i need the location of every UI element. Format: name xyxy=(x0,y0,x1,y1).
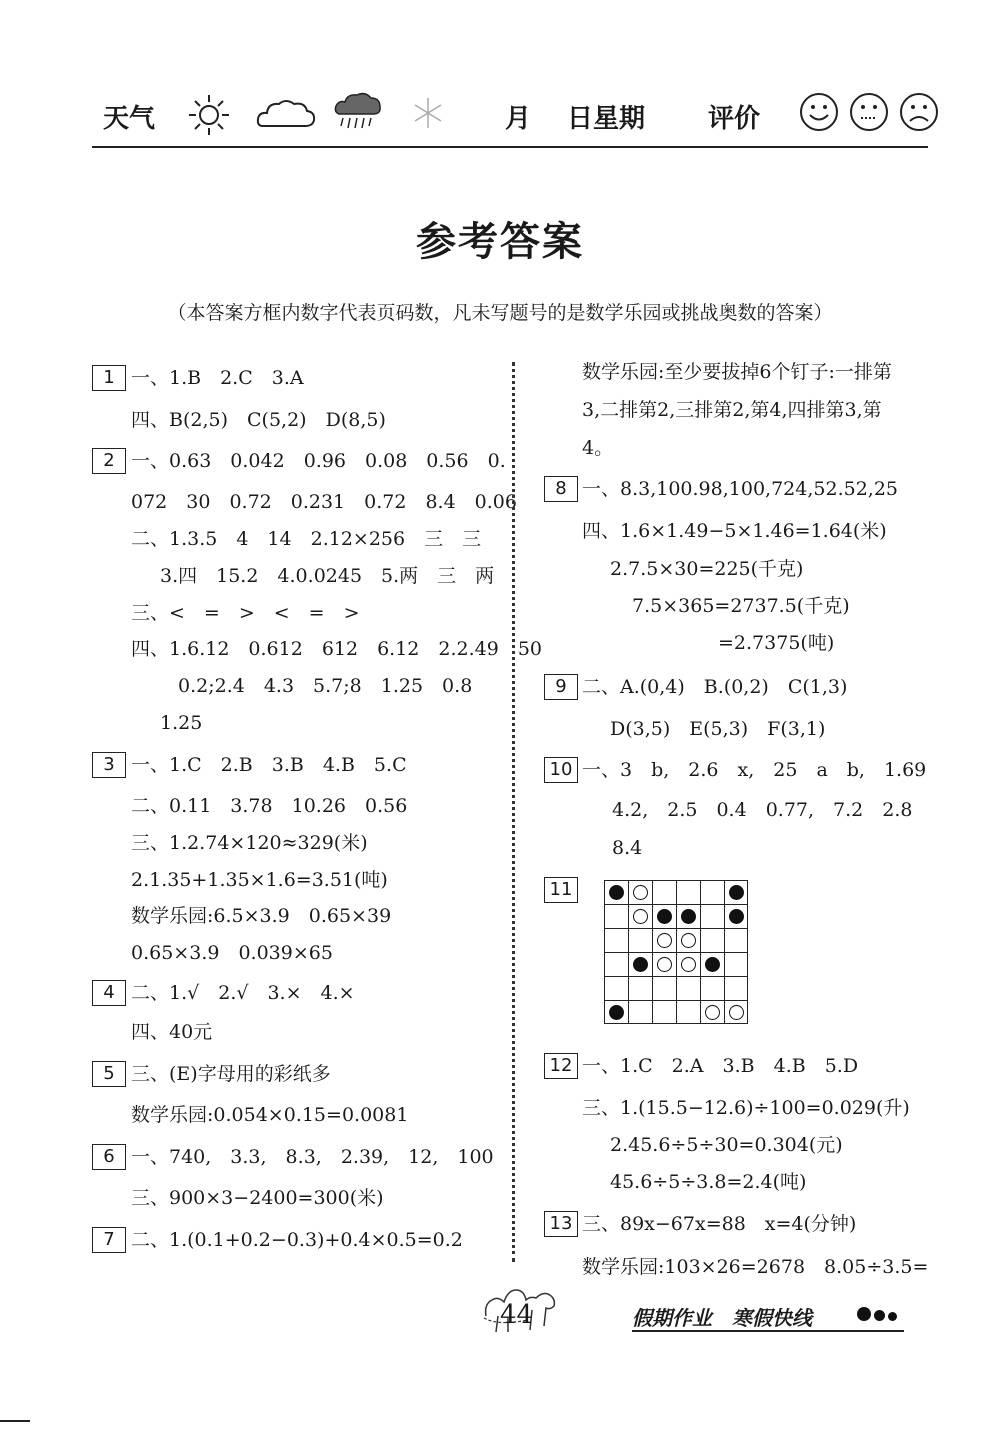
month-label: 月 xyxy=(505,104,532,134)
empty-peg xyxy=(633,909,648,924)
answer-line: 二、1.3.5 4 14 2.12×256 三 三 xyxy=(131,528,482,550)
grid-cell xyxy=(724,928,748,952)
sad-face-icon xyxy=(898,91,940,133)
empty-peg xyxy=(657,957,672,972)
page-box-6: 6 xyxy=(92,1144,126,1170)
filled-peg xyxy=(729,885,744,900)
grid-cell xyxy=(724,952,748,976)
grid-cell xyxy=(652,1000,676,1024)
answer-line: 一、0.63 0.042 0.96 0.08 0.56 0. xyxy=(131,450,506,472)
answer-line: 0.65×3.9 0.039×65 xyxy=(131,942,333,964)
header-rule xyxy=(92,146,928,148)
bullet-dot xyxy=(857,1307,871,1321)
answer-line: 1.25 xyxy=(160,712,203,734)
grid-cell xyxy=(604,928,628,952)
answer-line: 072 30 0.72 0.231 0.72 8.4 0.06 xyxy=(131,491,517,513)
grid-cell xyxy=(604,952,628,976)
column-divider xyxy=(512,362,515,1262)
empty-peg xyxy=(633,885,648,900)
answer-line: 三、89x−67x=88 x=4(分钟) xyxy=(582,1213,857,1235)
grid-cell xyxy=(700,880,724,904)
grid-cell xyxy=(628,976,652,1000)
answer-line: 一、3 b, 2.6 x, 25 a b, 1.69 xyxy=(582,759,927,781)
answer-line: 四、B(2,5) C(5,2) D(8,5) xyxy=(131,409,386,431)
answer-line: 二、1.√ 2.√ 3.× 4.× xyxy=(131,982,355,1004)
answer-line: 四、1.6×1.49−5×1.46=1.64(米) xyxy=(582,520,887,542)
answer-line: 四、1.6.12 0.612 612 6.12 2.2.49 50 xyxy=(131,638,543,660)
series-name: 假期作业 寒假快线 xyxy=(632,1306,812,1330)
grid-cell xyxy=(652,976,676,1000)
empty-peg xyxy=(681,933,696,948)
answer-line: 三、1.(15.5−12.6)÷100=0.029(升) xyxy=(582,1097,910,1119)
answer-line: D(3,5) E(5,3) F(3,1) xyxy=(610,718,826,740)
grid-cell xyxy=(652,880,676,904)
page-box-5: 5 xyxy=(92,1061,126,1087)
answer-line: 一、8.3,100.98,100,724,52.52,25 xyxy=(582,478,898,500)
answer-line: 三、< = > < = > xyxy=(131,602,360,624)
answer-line: 8.4 xyxy=(612,837,643,859)
empty-peg xyxy=(657,933,672,948)
answer-line: 数学乐园:6.5×3.9 0.65×39 xyxy=(131,905,392,927)
peg-board-grid xyxy=(604,880,752,1028)
page-box-9: 9 xyxy=(544,674,578,700)
page-box-2: 2 xyxy=(92,448,126,474)
grid-cell xyxy=(604,904,628,928)
answer-note: （本答案方框内数字代表页码数，凡未写题号的是数学乐园或挑战奥数的答案） xyxy=(167,302,833,324)
page-box-3: 3 xyxy=(92,752,126,778)
answer-line: 数学乐园:0.054×0.15=0.0081 xyxy=(131,1104,409,1126)
page-box-4: 4 xyxy=(92,980,126,1006)
answer-line: 二、1.(0.1+0.2−0.3)+0.4×0.5=0.2 xyxy=(131,1229,463,1251)
filled-peg xyxy=(609,885,624,900)
empty-peg xyxy=(729,1005,744,1020)
answer-line: 三、(E)字母用的彩纸多 xyxy=(131,1063,331,1085)
grid-cell xyxy=(700,904,724,928)
empty-peg xyxy=(705,1005,720,1020)
answer-line: 2.7.5×30=225(千克) xyxy=(610,558,804,580)
grid-cell xyxy=(676,880,700,904)
grid-cell xyxy=(700,976,724,1000)
answer-line: 一、740, 3.3, 8.3, 2.39, 12, 100 xyxy=(131,1146,494,1168)
page-box-7: 7 xyxy=(92,1227,126,1253)
page-number: 44 xyxy=(500,1300,534,1330)
page-box-8: 8 xyxy=(544,476,578,502)
answer-line: 一、1.B 2.C 3.A xyxy=(131,367,304,389)
answer-line: 数学乐园:103×26=2678 8.05÷3.5= xyxy=(582,1256,929,1278)
filled-peg xyxy=(681,909,696,924)
answer-line: 数学乐园:至少要拔掉6个钉子:一排第 xyxy=(582,361,892,383)
sun-icon xyxy=(186,92,232,138)
answer-line: 0.2;2.4 4.3 5.7;8 1.25 0.8 xyxy=(178,675,473,697)
grid-cell xyxy=(700,928,724,952)
filled-peg xyxy=(705,957,720,972)
rain-cloud-icon xyxy=(333,90,383,136)
page-box-1: 1 xyxy=(92,365,126,391)
grid-cell xyxy=(604,976,628,1000)
filled-peg xyxy=(729,909,744,924)
smiley-face-icon xyxy=(798,91,840,133)
answer-line: 2.1.35+1.35×1.6=3.51(吨) xyxy=(131,869,388,891)
bullet-dot xyxy=(888,1312,897,1321)
rating-label: 评价 xyxy=(708,104,761,134)
answer-line: 四、40元 xyxy=(131,1021,213,1043)
answer-line: 一、1.C 2.B 3.B 4.B 5.C xyxy=(131,754,407,776)
page-box-12: 12 xyxy=(544,1053,578,1079)
answer-line: 三、900×3−2400=300(米) xyxy=(131,1187,384,1209)
answer-line: 4.2, 2.5 0.4 0.77, 7.2 2.8 xyxy=(612,799,913,821)
snow-icon xyxy=(410,95,446,131)
answer-line: 45.6÷5÷3.8=2.4(吨) xyxy=(610,1171,807,1193)
page-title: 参考答案 xyxy=(416,218,584,265)
answer-line: 2.45.6÷5÷30=0.304(元) xyxy=(610,1134,843,1156)
grid-cell xyxy=(628,928,652,952)
answer-line: 二、0.11 3.78 10.26 0.56 xyxy=(131,795,408,817)
day-weekday-label: 日星期 xyxy=(567,104,646,134)
weather-label: 天气 xyxy=(103,104,156,134)
footer-rule xyxy=(632,1330,904,1332)
answer-line: 3,二排第2,三排第2,第4,四排第3,第 xyxy=(582,399,882,421)
answer-line: 二、A.(0,4) B.(0,2) C(1,3) xyxy=(582,676,848,698)
grid-cell xyxy=(724,976,748,1000)
grid-cell xyxy=(628,1000,652,1024)
neutral-face-icon xyxy=(848,91,890,133)
answer-line: 7.5×365=2737.5(千克) xyxy=(632,595,850,617)
cloud-icon xyxy=(255,96,317,132)
page-box-10: 10 xyxy=(544,757,578,783)
filled-peg xyxy=(657,909,672,924)
answer-line: 三、1.2.74×120≈329(米) xyxy=(131,832,368,854)
answer-line: 4。 xyxy=(582,437,614,459)
answer-line: 3.四 15.2 4.0.0245 5.两 三 两 xyxy=(160,565,495,587)
answer-line: =2.7375(吨) xyxy=(718,632,835,654)
answer-line: 一、1.C 2.A 3.B 4.B 5.D xyxy=(582,1055,859,1077)
crop-mark xyxy=(0,1420,30,1422)
filled-peg xyxy=(609,1005,624,1020)
empty-peg xyxy=(681,957,696,972)
grid-cell xyxy=(676,976,700,1000)
bullet-dot xyxy=(874,1310,885,1321)
page-box-11: 11 xyxy=(544,877,578,903)
grid-cell xyxy=(676,1000,700,1024)
page-box-13: 13 xyxy=(544,1211,578,1237)
filled-peg xyxy=(633,957,648,972)
